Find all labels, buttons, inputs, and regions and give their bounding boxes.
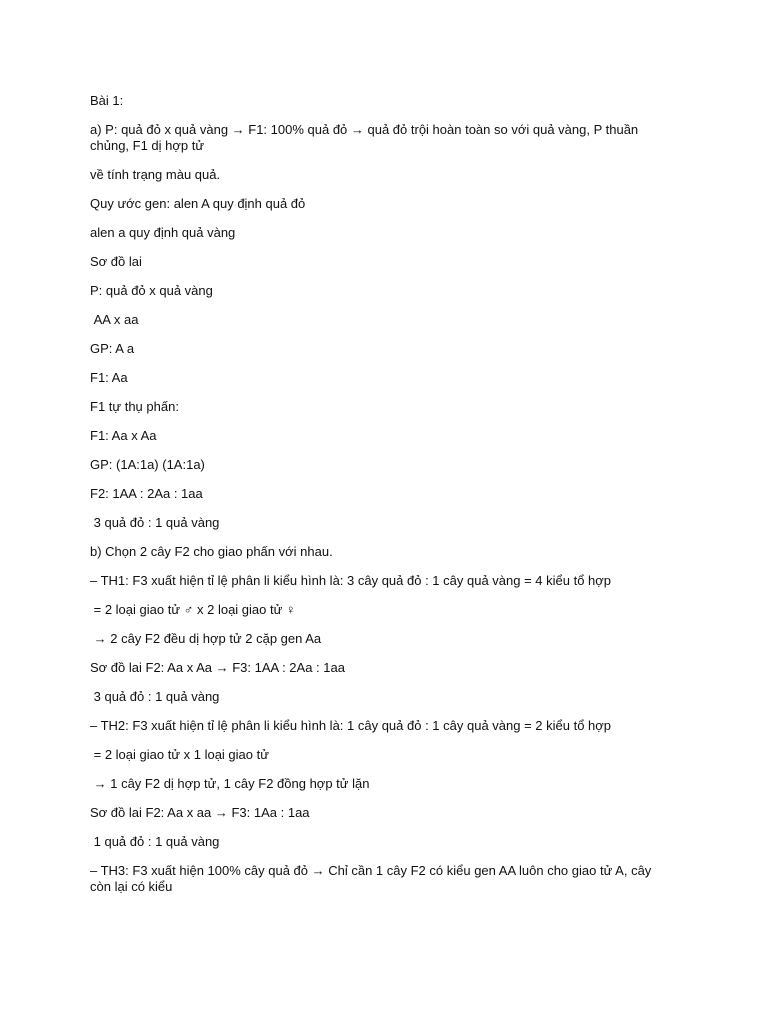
f1-genotype: F1: Aa [90,370,128,385]
case-2-conclusion: → 1 cây F2 dị hợp tử, 1 cây F2 đồng hợp tử lặn [90,776,370,791]
case-2-phenotype: 1 quả đỏ : 1 quả vàng [90,834,220,849]
f2-phenotype-ratio: 3 quả đỏ : 1 quả vàng [90,515,220,530]
f1-cross: F1: Aa x Aa [90,428,157,443]
case-2-cross: Sơ đồ lai F2: Aa x aa → F3: 1Aa : 1aa [90,805,310,820]
parent-genotype: AA x aa [90,312,139,327]
case-1-conclusion: → 2 cây F2 đều dị hợp tử 2 cặp gen Aa [90,631,322,646]
paragraph-part-a: a) P: quả đỏ x quả vàng → F1: 100% quả đỏ → quả đỏ trội hoàn toàn so với quả vàng, P thuần chủng, F1 dị hợp tử [90,122,642,153]
cross-diagram-heading: Sơ đồ lai [90,254,142,269]
exercise-heading: Bài 1: [90,93,124,108]
f1-self-pollination: F1 tự thụ phấn: [90,399,179,414]
case-1: – TH1: F3 xuất hiện tỉ lệ phân li kiểu hình là: 3 cây quả đỏ : 1 cây quả vàng = 4 kiểu tổ hợp [90,573,612,588]
paragraph-part-b: b) Chọn 2 cây F2 cho giao phấn với nhau. [90,544,333,559]
case-2: – TH2: F3 xuất hiện tỉ lệ phân li kiểu hình là: 1 cây quả đỏ : 1 cây quả vàng = 2 kiểu tổ hợp [90,718,612,733]
gene-convention-dominant: Quy ước gen: alen A quy định quả đỏ [90,196,306,211]
case-1-gametes: = 2 loại giao tử ♂ x 2 loại giao tử ♀ [90,602,296,617]
parent-gametes: GP: A a [90,341,135,356]
document-body [90,93,675,895]
f1-gametes: GP: (1A:1a) (1A:1a) [90,457,205,472]
f2-genotype-ratio: F2: 1AA : 2Aa : 1aa [90,486,203,501]
case-2-gametes: = 2 loại giao tử x 1 loại giao tử [90,747,269,762]
case-1-cross: Sơ đồ lai F2: Aa x Aa → F3: 1AA : 2Aa : 1aa [90,660,345,675]
paragraph-line: về tính trạng màu quả. [90,167,221,182]
gene-convention-recessive: alen a quy định quả vàng [90,225,236,240]
parent-phenotype: P: quả đỏ x quả vàng [90,283,213,298]
case-3: – TH3: F3 xuất hiện 100% cây quả đỏ → Chỉ cần 1 cây F2 có kiểu gen AA luôn cho giao tử A, cây còn lại có kiểu [90,863,655,894]
case-1-phenotype: 3 quả đỏ : 1 quả vàng [90,689,220,704]
